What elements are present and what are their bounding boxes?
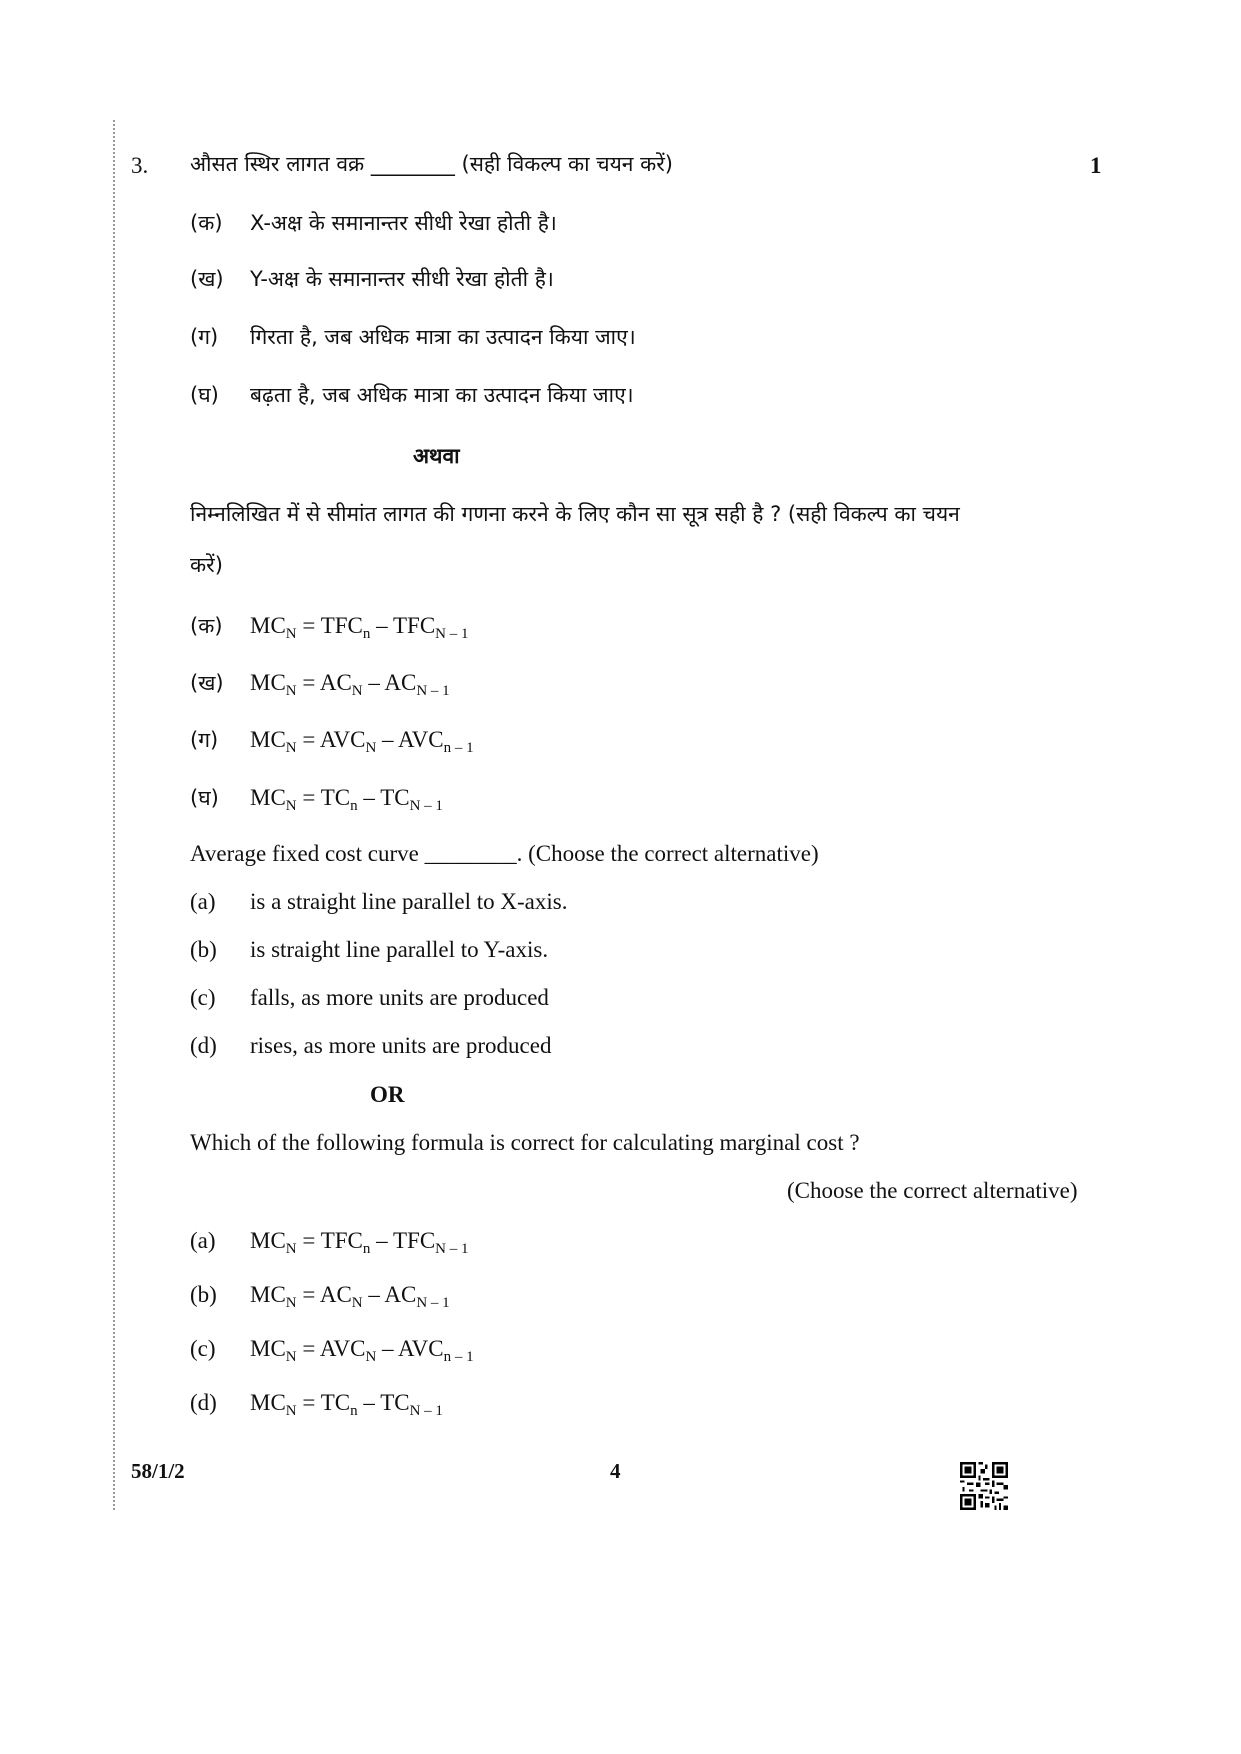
formula-label: (ख): [190, 671, 224, 695]
formula-label: (a): [190, 1228, 216, 1253]
alt-stem-hindi-line2: करें): [190, 553, 223, 577]
formula: $MC_N = TFC_n - TFC_{N - 1}$: [250, 613, 469, 642]
formula: $MC_N = TC_n - TC_{N - 1}$: [250, 1390, 443, 1419]
option-text: बढ़ता है, जब अधिक मात्रा का उत्पादन किया जाए।: [250, 383, 634, 407]
option-label: (घ): [190, 383, 219, 407]
qr-code-icon: [960, 1462, 1008, 1510]
option-label: (a): [190, 889, 216, 914]
alt-stem-hindi-line1: निम्नलिखित में से सीमांत लागत की गणना करने के लिए कौन सा सूत्र सही है ? (सही विकल्प का चयन: [190, 502, 960, 526]
option-text: is straight line parallel to Y-axis.: [250, 937, 549, 962]
option-label: (b): [190, 937, 217, 962]
margin-dotted-line: [113, 120, 115, 1510]
option-label: (ग): [190, 325, 219, 349]
formula-label: (क): [190, 614, 223, 638]
formula: $MC_N = AC_N - AC_{N - 1}$: [250, 1282, 450, 1311]
formula: $MC_N = TFC_n - TFC_{N - 1}$: [250, 1228, 469, 1257]
or-label-hindi: अथवा: [413, 444, 460, 468]
formula-label: (c): [190, 1336, 216, 1361]
or-label-english: OR: [370, 1082, 405, 1107]
formula: $MC_N = AVC_N - AVC_{n - 1}$: [250, 1336, 474, 1365]
page-number: 4: [610, 1459, 621, 1483]
option-text: Y-अक्ष के समानान्तर सीधी रेखा होती है।: [250, 267, 554, 291]
option-text: rises, as more units are produced: [250, 1033, 552, 1058]
question-stem-english: Average fixed cost curve ________. (Choose the correct alternative): [190, 841, 819, 866]
formula-label: (घ): [190, 786, 219, 810]
option-text: X-अक्ष के समानान्तर सीधी रेखा होती है।: [250, 211, 557, 235]
formula: $MC_N = AC_N - AC_{N - 1}$: [250, 670, 450, 699]
formula-label: (ग): [190, 728, 219, 752]
alt-note-english: (Choose the correct alternative): [787, 1178, 1078, 1203]
formula: $MC_N = AVC_N - AVC_{n - 1}$: [250, 727, 474, 756]
option-text: falls, as more units are produced: [250, 985, 549, 1010]
option-label: (d): [190, 1033, 217, 1058]
question-stem-hindi: औसत स्थिर लागत वक्र ________ (सही विकल्प का चयन करें): [190, 152, 674, 176]
alt-stem-english: Which of the following formula is correct for calculating marginal cost ?: [190, 1130, 860, 1155]
formula: $MC_N = TC_n - TC_{N - 1}$: [250, 785, 443, 814]
option-label: (c): [190, 985, 216, 1010]
option-text: is a straight line parallel to X-axis.: [250, 889, 568, 914]
formula-label: (b): [190, 1282, 217, 1307]
question-marks: 1: [1090, 153, 1102, 178]
question-number: 3.: [131, 153, 149, 178]
option-label: (ख): [190, 267, 224, 291]
option-label: (क): [190, 211, 223, 235]
paper-code: 58/1/2: [131, 1459, 185, 1483]
formula-label: (d): [190, 1390, 217, 1415]
option-text: गिरता है, जब अधिक मात्रा का उत्पादन किया जाए।: [250, 325, 636, 349]
